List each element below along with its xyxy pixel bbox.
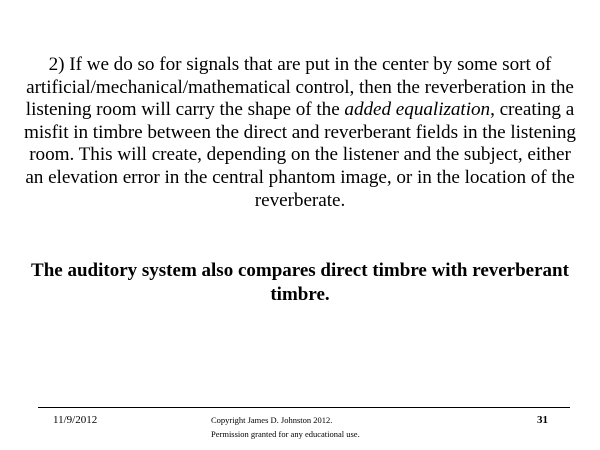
footer-date: 11/9/2012 [53, 414, 98, 426]
main-paragraph-italic-phrase: added equalization [344, 99, 491, 121]
main-paragraph-text-start: 2) If we do so for signals that are put in the center by some sort of artificial/mechanical/mathematical control, then the reverberation in the listening room will carry the shape of the [25, 54, 574, 121]
emphasis-statement: The auditory system also compares direct timbre with reverberant timbre. [31, 260, 569, 305]
permission-line: Permission granted for any educational use. [211, 429, 360, 439]
main-paragraph [22, 54, 578, 212]
main-paragraph-text-end: , creating a misfit in timbre between the direct and reverberant fields in the listening room. This will create, depending on the listener and the subject, either an elevation error in the central phantom image, or in the location of the reverberate. [24, 99, 576, 211]
copyright-line: Copyright James D. Johnston 2012. [211, 415, 333, 425]
page-number: 31 [537, 414, 548, 426]
footer-copyright [211, 413, 411, 441]
footer-divider [38, 407, 570, 408]
